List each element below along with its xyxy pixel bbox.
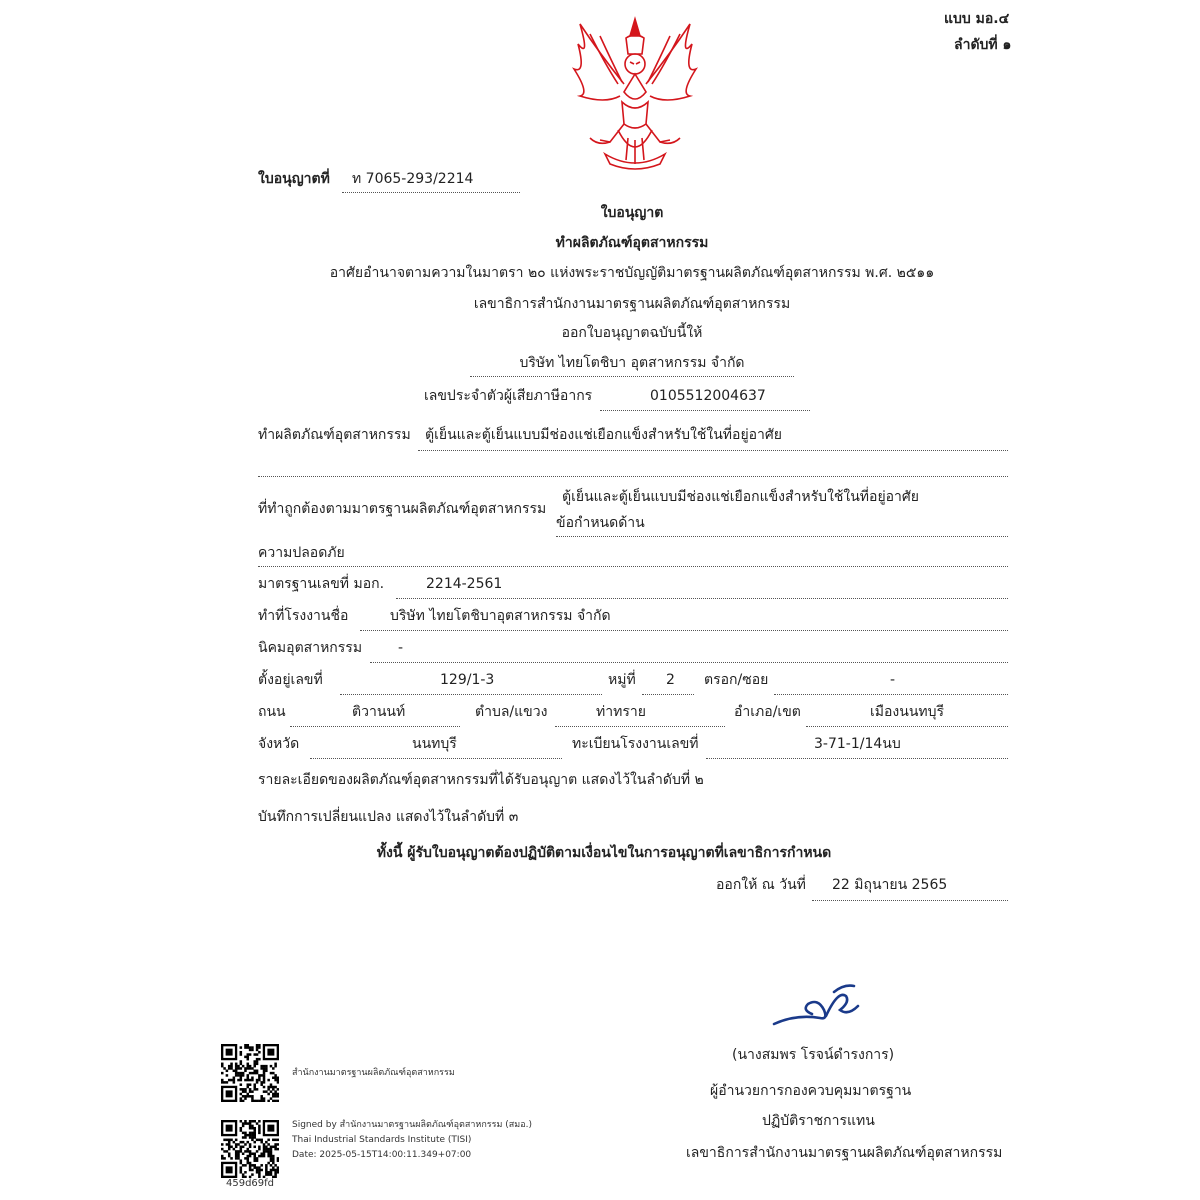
signatory-for: เลขาธิการสำนักงานมาตรฐานผลิตภัณฑ์อุตสาหกรรม (686, 1145, 1003, 1161)
issue-date-value: 22 มิถุนายน 2565 (832, 877, 948, 893)
soi-value: - (890, 672, 896, 688)
license-number-label: ใบอนุญาตที่ (258, 171, 330, 187)
footer-signed-by: Signed by สำนักงานมาตรฐานผลิตภัณฑ์อุตสาหกรรม (สมอ.) (292, 1120, 532, 1130)
dotted-line (258, 476, 1008, 477)
form-order: ลำดับที่ ๑ (954, 37, 1012, 53)
address-label: ตั้งอยู่เลขที่ (258, 672, 323, 688)
moo-value: 2 (666, 672, 675, 688)
authority-line: อาศัยอำนาจตามความในมาตรา ๒๐ แห่งพระราชบัญญัติมาตรฐานผลิตภัณฑ์อุตสาหกรรม พ.ศ. ๒๕๑๑ (329, 265, 935, 281)
amphoe-label: อำเภอ/เขต (734, 704, 801, 720)
factory-name-value: บริษัท ไทยโตชิบาอุตสาหกรรม จำกัด (390, 608, 611, 624)
standard-value-line2: ข้อกำหนดด้าน (556, 515, 645, 531)
estate-value: - (398, 640, 404, 656)
licensee-company: บริษัท ไทยโตชิบา อุตสาหกรรม จำกัด (519, 355, 745, 371)
standard-label: ที่ทำถูกต้องตามมาตรฐานผลิตภัณฑ์อุตสาหกรรม (258, 501, 547, 517)
issue-date-label: ออกให้ ณ วันที่ (716, 877, 806, 893)
tambon-label: ตำบล/แขวง (475, 704, 548, 720)
handwritten-signature (768, 980, 864, 1032)
details-note: รายละเอียดของผลิตภัณฑ์อุตสาหกรรมที่ได้รับอนุญาต แสดงไว้ในลำดับที่ ๒ (258, 772, 704, 788)
dotted-line (812, 900, 1008, 901)
footer-office: สำนักงานมาตรฐานผลิตภัณฑ์อุตสาหกรรม (292, 1068, 455, 1078)
document-title: ใบอนุญาต (600, 205, 664, 221)
standard-no-label: มาตรฐานเลขที่ มอก. (258, 576, 385, 592)
footer-institute: Thai Industrial Standards Institute (TISI) (292, 1135, 472, 1145)
product-label: ทำผลิตภัณฑ์อุตสาหกรรม (258, 427, 411, 443)
dotted-line (555, 726, 725, 727)
dotted-line (774, 694, 1008, 695)
standard-value-line1: ตู้เย็นและตู้เย็นแบบมีช่องแช่เยือกแข็งสำหรับใช้ในที่อยู่อาศัย (562, 489, 920, 505)
dotted-line (360, 630, 1008, 631)
standard-value-line3: ความปลอดภัย (258, 545, 345, 561)
dotted-line (556, 536, 1008, 537)
garuda-emblem-icon (560, 14, 710, 174)
dotted-line (342, 192, 520, 193)
reg-value: 3-71-1/14นบ (814, 736, 901, 752)
dotted-line (470, 376, 794, 377)
standard-no-value: 2214-2561 (426, 576, 503, 592)
signatory-name: (นางสมพร โรจน์ดำรงการ) (732, 1047, 895, 1063)
condition-note: ทั้งนี้ ผู้รับใบอนุญาตต้องปฏิบัติตามเงื่อนไขในการอนุญาตที่เลขาธิการกำหนด (376, 845, 832, 861)
dotted-line (370, 662, 1008, 663)
license-number-value: ท 7065-293/2214 (352, 171, 474, 187)
dotted-line (340, 694, 602, 695)
secretary-line: เลขาธิการสำนักงานมาตรฐานผลิตภัณฑ์อุตสาหกรรม (473, 296, 791, 312)
estate-label: นิคมอุตสาหกรรม (258, 640, 363, 656)
dotted-line (258, 566, 1008, 567)
dotted-line (310, 758, 562, 759)
road-value: ติวานนท์ (352, 704, 406, 720)
amphoe-value: เมืองนนทบุรี (870, 704, 945, 720)
dotted-line (396, 598, 1008, 599)
moo-label: หมู่ที่ (608, 672, 636, 688)
reg-label: ทะเบียนโรงงานเลขที่ (572, 736, 699, 752)
dotted-line (706, 758, 1008, 759)
province-label: จังหวัด (258, 736, 300, 752)
qr-code-icon[interactable] (221, 1044, 279, 1102)
factory-name-label: ทำที่โรงงานชื่อ (258, 608, 349, 624)
dotted-line (600, 410, 810, 411)
road-label: ถนน (258, 704, 286, 720)
signatory-position: ผู้อำนวยการกองควบคุมมาตรฐาน (710, 1083, 912, 1099)
dotted-line (290, 726, 460, 727)
qr-code-icon[interactable] (221, 1120, 279, 1178)
province-value: นนทบุรี (412, 736, 457, 752)
dotted-line (806, 726, 1008, 727)
product-value: ตู้เย็นและตู้เย็นแบบมีช่องแช่เยือกแข็งสำหรับใช้ในที่อยู่อาศัย (425, 427, 783, 443)
tax-id-value: 0105512004637 (650, 388, 766, 404)
changes-note: บันทึกการเปลี่ยนแปลง แสดงไว้ในลำดับที่ ๓ (258, 809, 519, 825)
footer-date: Date: 2025-05-15T14:00:11.349+07:00 (292, 1150, 472, 1160)
issue-line: ออกใบอนุญาตฉบับนี้ให้ (561, 325, 703, 341)
footer-code: 459d69fd (226, 1178, 275, 1189)
tambon-value: ท่าทราย (596, 704, 646, 720)
tax-id-label: เลขประจำตัวผู้เสียภาษีอากร (424, 388, 593, 404)
signatory-acting: ปฏิบัติราชการแทน (762, 1113, 875, 1129)
soi-label: ตรอก/ซอย (704, 672, 769, 688)
form-code: แบบ มอ.๔ (944, 11, 1010, 27)
dotted-line (418, 450, 1008, 451)
address-value: 129/1-3 (440, 672, 495, 688)
dotted-line (642, 694, 694, 695)
document-subtitle: ทำผลิตภัณฑ์อุตสาหกรรม (555, 235, 709, 251)
